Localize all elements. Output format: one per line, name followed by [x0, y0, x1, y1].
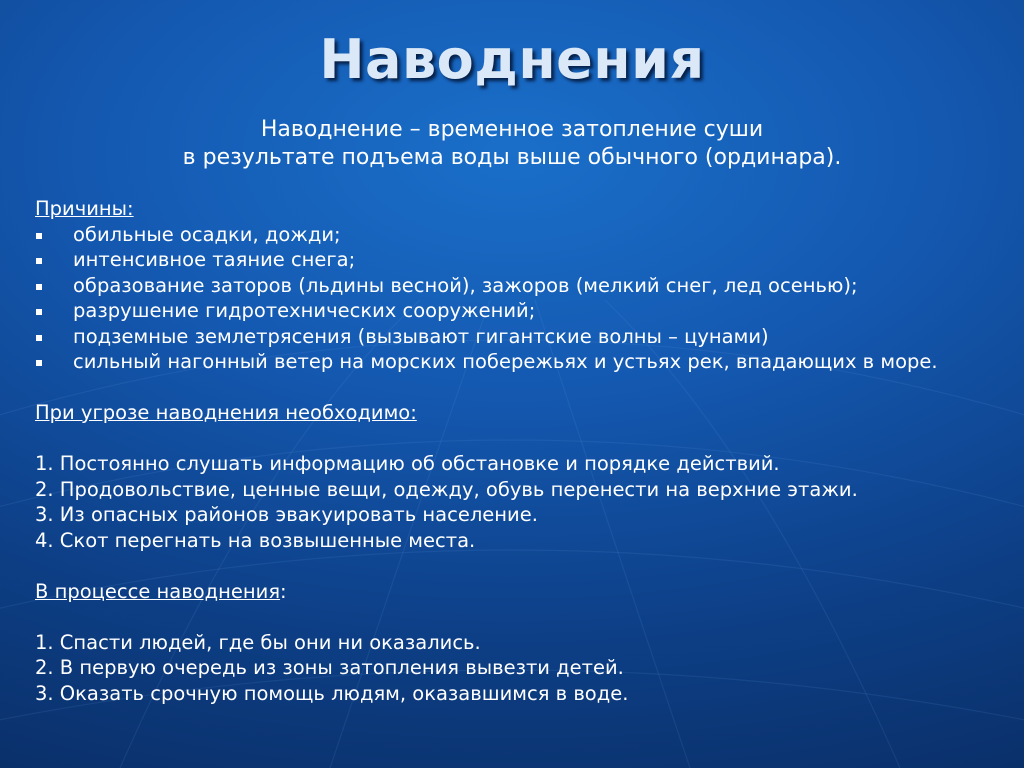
causes-heading: Причины: [35, 197, 134, 220]
during-step: 1. Спасти людей, где бы они ни оказались. [35, 630, 481, 654]
definition-line-1: Наводнение – временное затопление суши [260, 117, 764, 142]
causes-list [35, 222, 1010, 375]
during-heading-colon: : [280, 579, 287, 603]
bullet-icon [36, 284, 42, 290]
threat-heading: При угрозе наводнения необходимо: [35, 401, 417, 424]
during-heading-line [35, 579, 1010, 605]
bullet-icon [36, 258, 42, 264]
slide-content [35, 196, 1010, 706]
list-item: образование заторов (льдины весной), зажоров (мелкий снег, лед осенью); [35, 273, 1010, 299]
list-item: разрушение гидротехнических сооружений; [35, 298, 1010, 324]
list-item: интенсивное таяние снега; [35, 247, 1010, 273]
bullet-icon [36, 233, 42, 239]
list-item: подземные землетрясения (вызывают гигантские волны – цунами) [35, 324, 1010, 350]
bullet-icon [36, 309, 42, 315]
list-item: сильный нагонный ветер на морских побережьях и устьях рек, впадающих в море. [35, 349, 1010, 375]
bullet-icon [36, 360, 42, 366]
threat-step: 3. Из опасных районов эвакуировать население. [35, 503, 538, 526]
threat-step: 4. Скот перегнать на возвышенные места. [35, 528, 476, 552]
threat-step: 1. Постоянно слушать информацию об обстановке и порядке действий. [35, 452, 780, 475]
definition-line-2: в результате подъема воды выше обычного (ординара). [182, 145, 842, 170]
definition [0, 116, 1024, 172]
during-step: 3. Оказать срочную помощь людям, оказавшимся в воде. [35, 681, 629, 705]
during-step: 2. В первую очередь из зоны затопления вывезти детей. [35, 656, 624, 679]
threat-step: 2. Продовольствие, ценные вещи, одежду, обувь перенести на верхние этажи. [35, 477, 858, 501]
list-item: обильные осадки, дожди; [35, 222, 1010, 248]
during-heading: В процессе наводнения [35, 579, 281, 603]
bullet-icon [36, 335, 42, 341]
slide-title: Наводнения [319, 28, 705, 91]
